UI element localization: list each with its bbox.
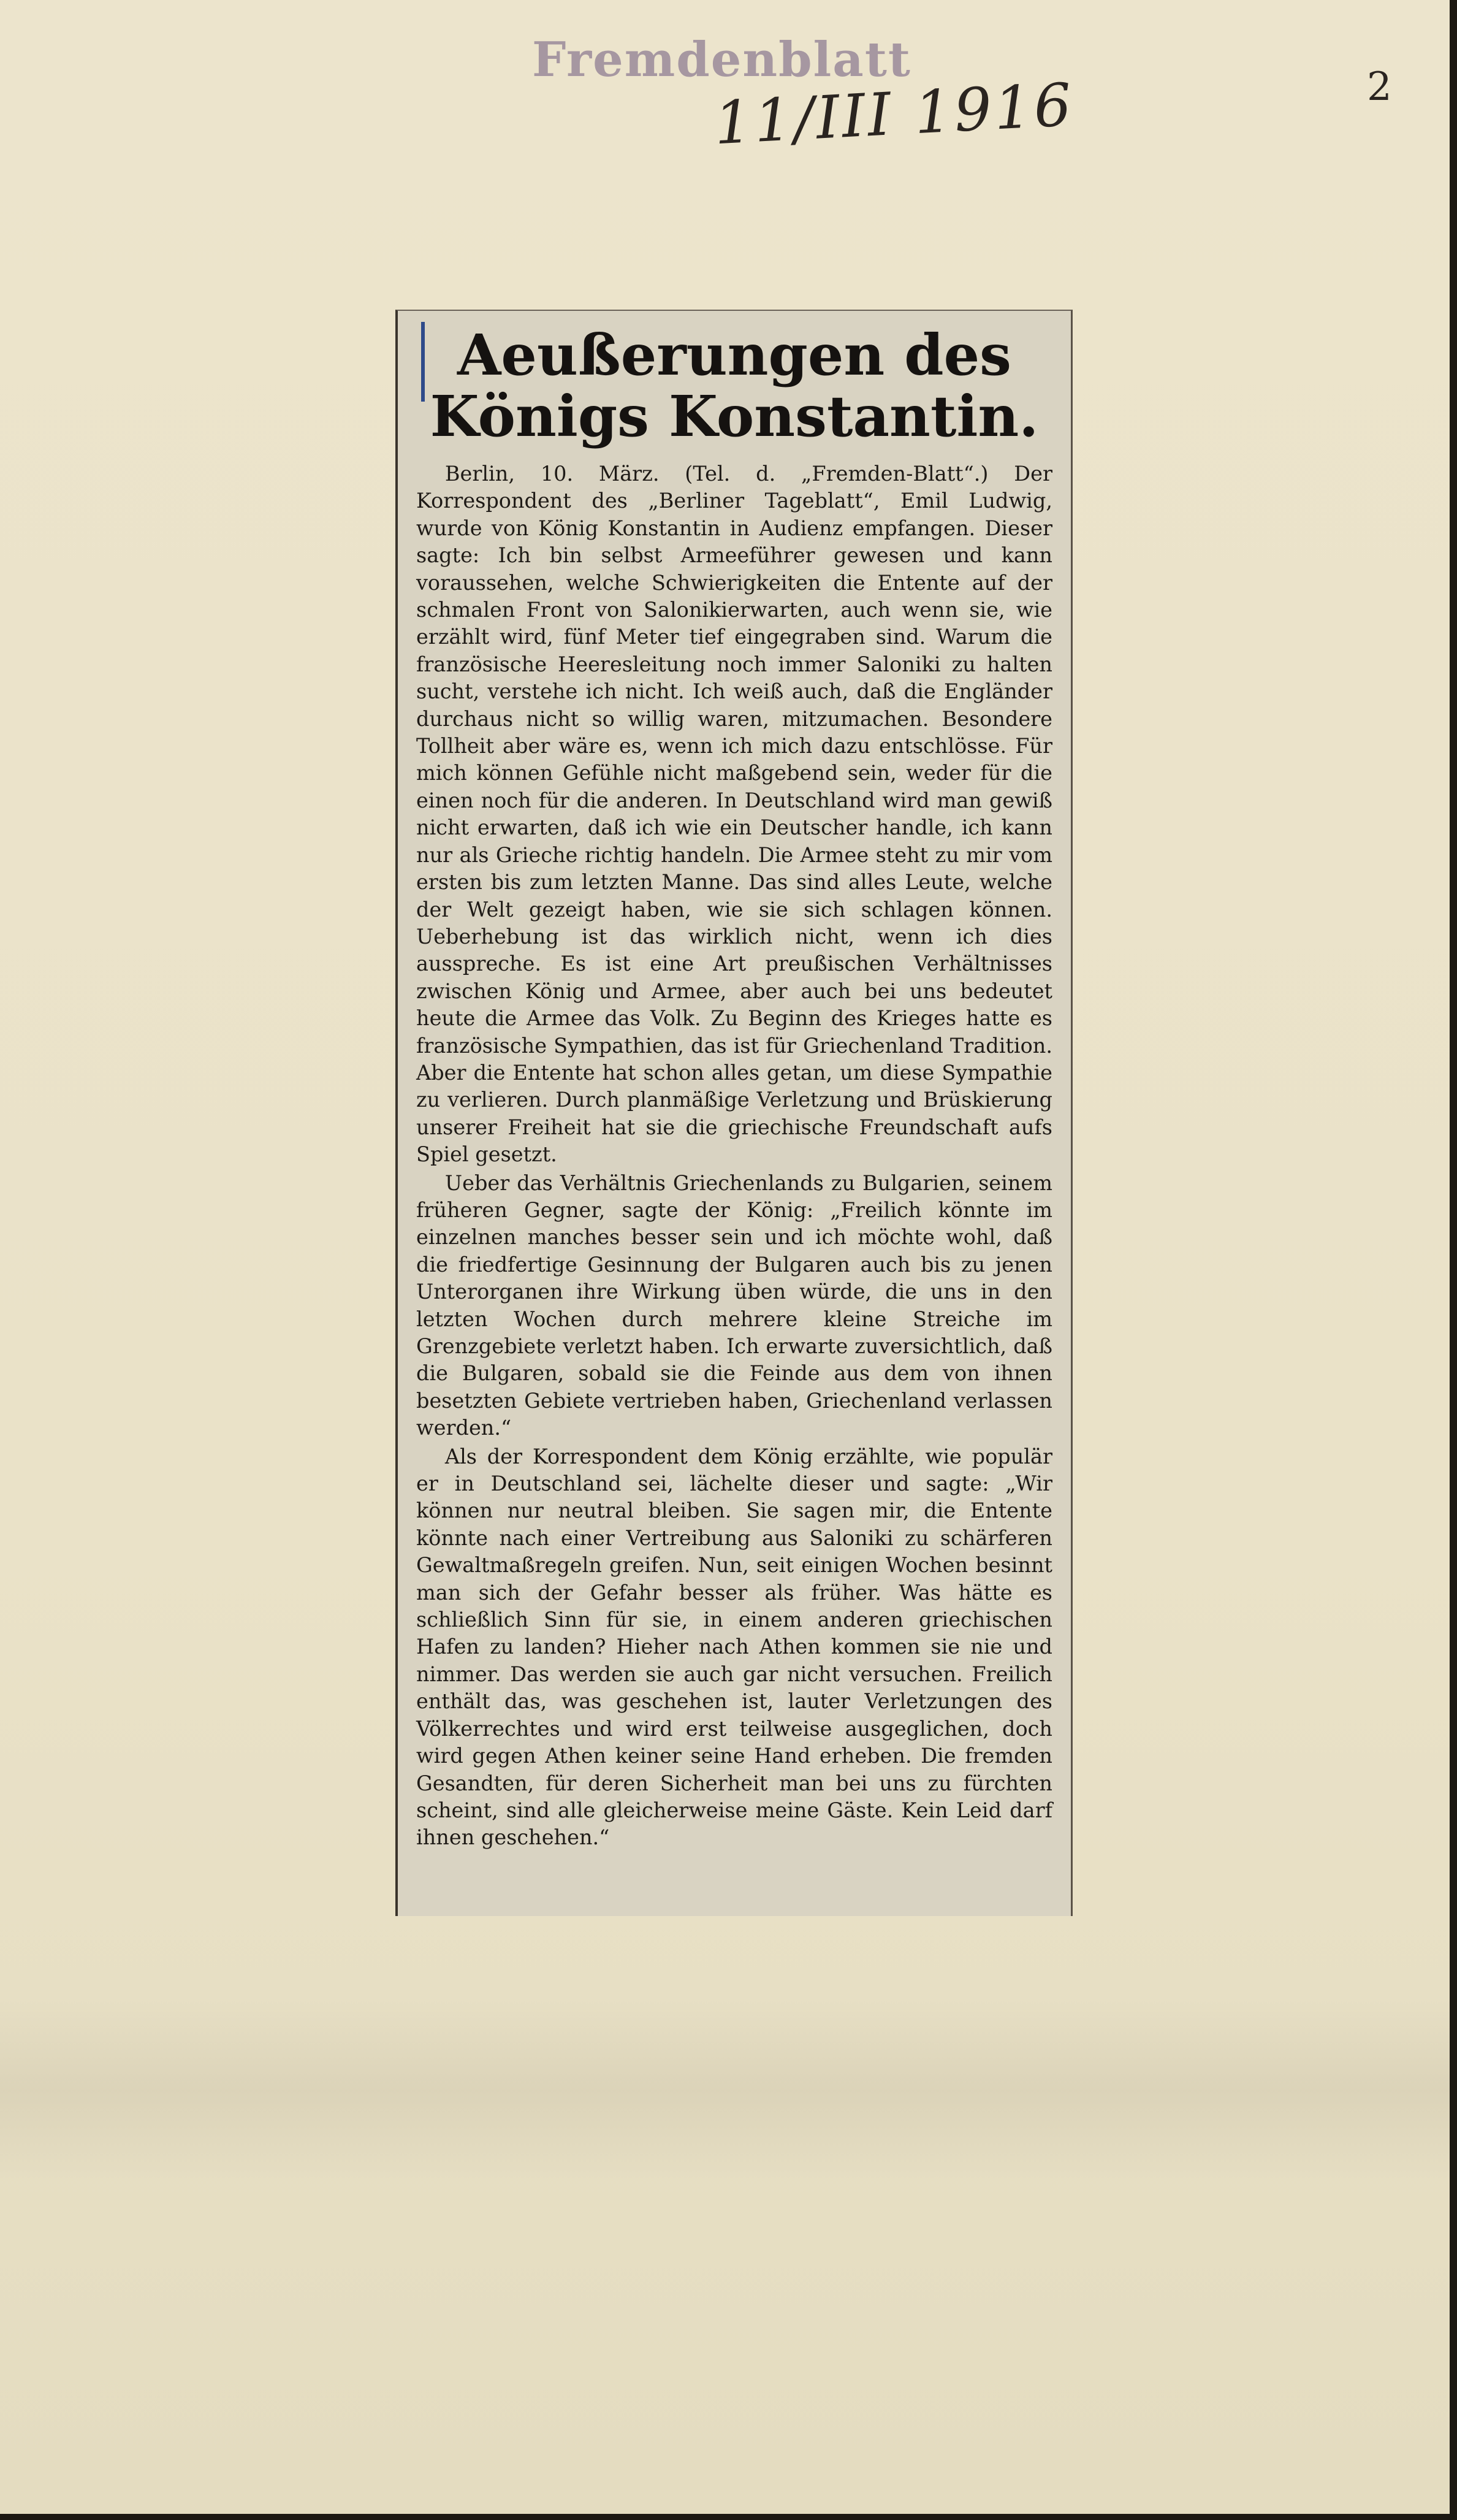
article-headline: Aeußerungen des Königs Konstantin.: [430, 322, 1039, 449]
article-paragraph-3: Als der Korrespondent dem König erzählte, wie populär er in Deutschland sei, lächelte dieser und sagte: „Wir können nur neutral bleiben. Sie sagen mir, die Entente könnte nach einer Vertreibung aus Saloniki zu schärferen Gewaltmaßregeln greifen. Nun, seit einigen Wochen besinnt man sich der Gefahr besser als früher. Was hätte es schließlich Sinn für sie, in einem anderen griechischen Hafen zu landen? Hieher nach Athen kommen sie nie und nimmer. Das werden sie auch gar nicht versuchen. Freilich enthält das, was geschehen ist, lauter Verletzungen des Völkerrechtes und wird erst teilweise ausgeglichen, doch wird gegen Athen keiner seine Hand erheben. Die fremden Gesandten, für deren Sicherheit man bei uns zu fürchten scheint, sind alle gleicherweise meine Gäste. Kein Leid darf ihnen geschehen.“: [416, 1444, 1052, 1850]
blue-pencil-mark: [421, 322, 425, 402]
page-number: 2: [1367, 64, 1392, 110]
handwritten-date: 11/III 1916: [712, 70, 1076, 158]
article-paragraph-1: Berlin, 10. März. (Tel. d. „Fremden-Blatt“.) Der Korrespondent des „Berliner Tageblatt“, Emil Ludwig, wurde von König Konstantin in Audienz empfangen. Dieser sagte: Ich bin selbst Armeeführer gewesen und kann voraussehen, welche Schwierigkeiten die Entente auf der schmalen Front von Salonikierwarten, auch wenn sie, wie erzählt wird, fünf Meter tief eingegraben sind. Warum die französische Heeresleitung noch immer Saloniki zu halten sucht, verstehe ich nicht. Ich weiß auch, daß die Engländer durchaus nicht so willig waren, mitzumachen. Besondere Tollheit aber wäre es, wenn ich mich dazu entschlösse. Für mich können Gefühle nicht maßgebend sein, weder für die einen noch für die anderen. In Deutschland wird man gewiß nicht erwarten, daß ich wie ein Deutscher handle, ich kann nur als Grieche richtig handeln. Die Armee steht zu mir vom ersten bis zum letzten Manne. Das sind alles Leute, welche der Welt gezeigt haben, wie sie sich schlagen können. Ueberhebung ist das wirklich nicht, wenn ich dies ausspreche. Es ist eine Art preußischen Verhältnisses zwischen König und Armee, aber auch bei uns bedeutet heute die Armee das Volk. Zu Beginn des Krieges hatte es französische Sympathien, das ist für Griechenland Tradition. Aber die Entente hat schon alles getan, um diese Sympathie zu verlieren. Durch planmäßige Verletzung und Brüskierung unserer Freiheit hat sie die griechische Freundschaft aufs Spiel gesetzt.: [416, 462, 1052, 1167]
article-paragraph-2: Ueber das Verhältnis Griechenlands zu Bulgarien, seinem früheren Gegner, sagte der König: „Freilich könnte im einzelnen manches besser sein und ich möchte wohl, daß die friedfertige Gesinnung der Bulgaren auch bis zu jenen Unterorganen ihre Wirkung üben würde, die uns in den letzten Wochen durch mehrere kleine Streiche im Grenzgebiete verletzt haben. Ich erwarte zuversichtlich, daß die Bulgaren, sobald sie die Feinde aus dem von ihnen besetzten Gebiete vertrieben haben, Griechenland verlassen werden.“: [416, 1170, 1052, 1440]
newspaper-stamp: Fremdenblatt: [532, 32, 911, 88]
newspaper-clipping: [395, 310, 1073, 1916]
